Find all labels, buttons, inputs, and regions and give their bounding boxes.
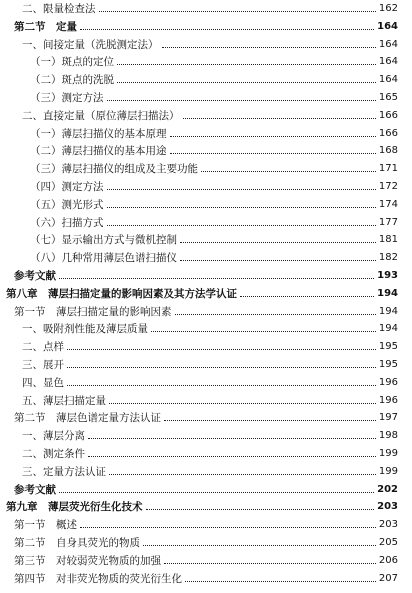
toc-entry-title: （三）薄层扫描仪的组成及主要功能 <box>30 163 198 176</box>
toc-entry-title: （一）斑点的定位 <box>30 56 114 69</box>
toc-entry-title: （七）显示输出方式与微机控制 <box>30 234 177 247</box>
toc-entry-page: 174 <box>378 198 398 210</box>
dot-leader <box>143 544 376 546</box>
toc-entry-title: 三、展开 <box>22 359 64 371</box>
toc-entry-page: 165 <box>378 92 398 103</box>
dot-leader <box>175 313 376 315</box>
toc-entry-title: 二、测定条件 <box>22 448 85 460</box>
dot-leader <box>88 455 376 457</box>
toc-entry-title: 三、定量方法认证 <box>22 465 106 478</box>
toc-entry-title: 一、吸附剂性能及薄层质量 <box>22 323 148 336</box>
toc-entry-title: 参考文献 <box>14 270 56 282</box>
toc-entry-page: 172 <box>378 181 398 192</box>
dot-leader <box>183 117 376 119</box>
toc-entry-title: 第八章 薄层扫描定量的影响因素及其方法学认证 <box>6 287 237 300</box>
dot-leader <box>99 10 376 12</box>
dot-leader <box>59 491 374 493</box>
toc-entry-title: （三）测定方法 <box>30 92 104 104</box>
toc-entry-page: 196 <box>378 394 398 406</box>
dot-leader <box>170 152 376 154</box>
dot-leader <box>80 526 376 528</box>
toc-entry-title: 第三节 对较弱荧光物质的加强 <box>14 554 161 567</box>
dot-leader <box>107 188 376 190</box>
dot-leader <box>109 473 376 475</box>
dot-leader <box>162 46 376 48</box>
toc-entry-title: （八）几种常用薄层色谱扫描仪 <box>30 252 177 265</box>
toc-entry-page: 164 <box>378 74 398 86</box>
toc-entry-title: 一、间接定量（洗脱测定法） <box>22 38 159 51</box>
dot-leader <box>88 437 376 439</box>
dot-leader <box>67 384 376 386</box>
toc-entry-page: 182 <box>378 252 398 264</box>
toc-entry-page: 164 <box>377 20 398 32</box>
toc-entry-page: 164 <box>378 56 398 68</box>
dot-leader <box>107 224 376 226</box>
toc-entry-page: 199 <box>378 465 398 477</box>
toc-entry-title: 二、点样 <box>22 341 64 354</box>
dot-leader <box>67 348 376 350</box>
toc-entry-page: 199 <box>378 448 398 459</box>
toc-entry-page: 198 <box>378 430 398 442</box>
dot-leader <box>185 580 376 582</box>
dot-leader <box>151 330 376 332</box>
toc-entry-title: 二、直接定量（原位薄层扫描法） <box>22 109 180 122</box>
dot-leader <box>109 402 376 404</box>
dot-leader <box>170 135 376 137</box>
toc-entry <box>0 569 412 589</box>
toc-entry-page: 164 <box>378 38 398 50</box>
dot-leader <box>201 170 376 172</box>
toc-entry-page: 196 <box>378 376 398 388</box>
toc-entry-title: 第九章 薄层荧光衍生化技术 <box>6 501 143 514</box>
toc-entry-page: 193 <box>377 270 398 281</box>
toc-entry-page: 206 <box>378 554 398 566</box>
toc-entry-page: 194 <box>377 287 398 299</box>
toc-entry-title: 第二节 自身具荧光的物质 <box>14 537 140 549</box>
dot-leader <box>80 28 374 30</box>
dot-leader <box>107 99 376 101</box>
dot-leader <box>180 241 376 243</box>
dot-leader <box>164 419 376 421</box>
toc-entry-page: 168 <box>378 145 398 157</box>
toc-entry-page: 162 <box>378 3 398 14</box>
toc-entry-title: 四、显色 <box>22 376 64 389</box>
toc-entry-page: 194 <box>378 305 398 317</box>
toc-entry-page: 203 <box>378 519 398 531</box>
toc-entry-title: （五）测光形式 <box>30 198 104 211</box>
toc-entry-page: 205 <box>378 537 398 548</box>
toc-entry-title: （四）测定方法 <box>30 181 104 193</box>
toc-entry-page: 166 <box>378 109 398 121</box>
toc-entry-page: 177 <box>378 216 398 228</box>
toc-entry-title: 第四节 对非荧光物质的荧光衍生化 <box>14 572 182 585</box>
toc-entry-page: 203 <box>377 501 398 513</box>
toc-entry-page: 197 <box>378 412 398 424</box>
toc-entry-title: 第一节 薄层扫描定量的影响因素 <box>14 305 172 318</box>
toc-entry-page: 207 <box>378 572 398 584</box>
toc-entry-page: 194 <box>378 323 398 335</box>
toc-entry-title: （二）斑点的洗脱 <box>30 74 114 87</box>
toc-entry-title: 第一节 概述 <box>14 519 77 532</box>
toc-entry-title: 一、薄层分离 <box>22 430 85 443</box>
dot-leader <box>146 508 375 510</box>
dot-leader <box>67 366 376 368</box>
toc-entry-title: （一）薄层扫描仪的基本原理 <box>30 127 167 140</box>
toc-entry-page: 166 <box>378 127 398 139</box>
dot-leader <box>107 206 376 208</box>
toc-entry-page: 202 <box>377 483 398 495</box>
dot-leader <box>117 63 376 65</box>
dot-leader <box>117 81 376 83</box>
toc-entry-page: 181 <box>378 234 398 246</box>
dot-leader <box>59 277 374 279</box>
dot-leader <box>164 562 376 564</box>
dot-leader <box>180 259 376 261</box>
toc-entry-title: （二）薄层扫描仪的基本用途 <box>30 145 167 158</box>
dot-leader <box>240 295 374 297</box>
toc-entry-title: 五、薄层扫描定量 <box>22 394 106 407</box>
toc-entry-title: （六）扫描方式 <box>30 216 104 229</box>
toc-entry-title: 第二节 薄层色谱定量方法认证 <box>14 412 161 425</box>
toc-entry-page: 171 <box>378 163 398 175</box>
toc-entry-page: 195 <box>378 341 398 353</box>
toc-entry-page: 195 <box>378 359 398 370</box>
toc-entry-title: 参考文献 <box>14 483 56 496</box>
toc-entry-title: 二、限量检查法 <box>22 3 96 15</box>
toc-entry-title: 第二节 定量 <box>14 20 77 33</box>
